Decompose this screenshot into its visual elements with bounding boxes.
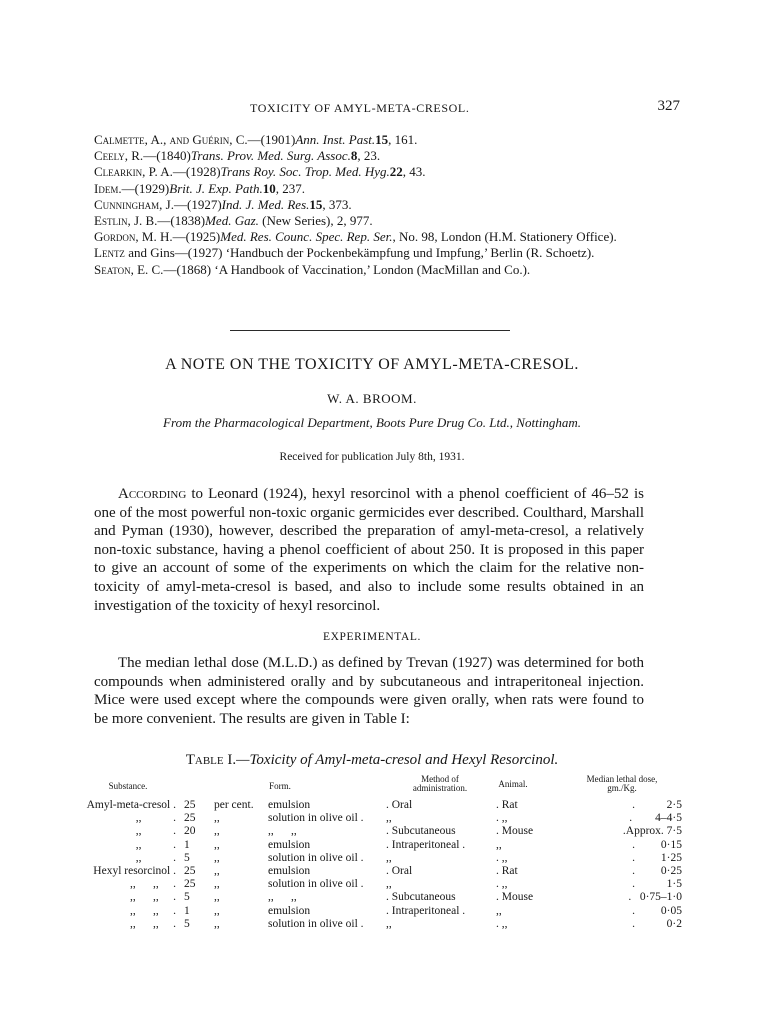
reference-volume: 15 <box>309 196 323 212</box>
author-affiliation: From the Pharmacological Department, Boots Pure Drug Co. Ltd., Nottingham. <box>163 415 581 430</box>
reference-entry <box>94 262 654 278</box>
cell-method: . Oral <box>386 799 413 811</box>
reference-list <box>94 132 654 278</box>
cell-dose: . 0·05 <box>632 904 682 917</box>
cell-dose: . 1·5 <box>632 878 682 891</box>
cell-animal: ,, <box>496 838 502 851</box>
table-row <box>80 825 690 838</box>
cell-unit: ,, <box>214 891 220 904</box>
reference-pages: , 161. <box>388 132 418 147</box>
header-dose-line1: Median lethal dose, <box>586 774 658 784</box>
reference-author: Ceely, R. <box>94 148 144 164</box>
table-row <box>80 865 690 878</box>
table-row <box>80 891 690 904</box>
reference-entry <box>94 164 654 180</box>
header-dose-line2: gm./Kg. <box>607 783 637 793</box>
cell-dose: . 0·2 <box>632 917 682 930</box>
cell-method: . Oral <box>386 865 413 877</box>
table-row <box>80 918 690 931</box>
cell-substance: Hexyl resorcinol . <box>93 865 176 877</box>
cell-unit: ,, <box>214 917 220 930</box>
reference-entry <box>94 197 654 213</box>
cell-form: ,, ,, <box>268 891 297 904</box>
reference-volume: 22 <box>389 164 403 180</box>
header-form: Form. <box>269 781 291 791</box>
cell-form: solution in olive oil . <box>268 878 364 891</box>
reference-entry <box>94 245 654 261</box>
header-animal: Animal. <box>498 779 528 789</box>
reference-volume: 15 <box>375 132 389 147</box>
reference-pages: , 237. <box>275 180 306 196</box>
intro-text: to Leonard (1924), hexyl resorcinol with a phenol coefficient of 46–52 is one of the most powerful non-toxic organic germicides ever described. Coulthard, Marshall and Pyman (1930), however, described the preparation of amyl-meta-cresol, a relatively non-toxic substance, having a phenol coefficient of about 250. It is proposed in this paper to give an account of some of the experiments on which the claim for the relative non-toxicity of amyl-meta-cresol is based, and also to include some results obtained in an investigation of the toxicity of hexyl resorcinol. <box>94 486 644 614</box>
reference-volume: 10 <box>262 180 276 196</box>
cell-method: . Subcutaneous <box>386 891 456 904</box>
cell-substance: ,, ,, . <box>130 904 176 917</box>
reference-journal: Med. Gaz. <box>205 213 259 229</box>
cell-form: emulsion <box>268 799 311 811</box>
reference-year: —(1929) <box>121 180 170 196</box>
reference-journal: Trans. Prov. Med. Surg. Assoc. <box>190 148 351 164</box>
running-head <box>80 98 680 121</box>
reference-author: Idem. <box>94 180 122 196</box>
cell-animal: . ,, <box>496 812 508 825</box>
cell-animal: . ,, <box>496 851 508 864</box>
reference-year: —(1838) <box>157 213 206 229</box>
table-row <box>80 878 690 891</box>
cell-unit: ,, <box>214 825 220 838</box>
table-row <box>80 852 690 865</box>
received-date: Received for publication July 8th, 1931. <box>279 451 465 463</box>
cell-method: ,, <box>386 878 392 891</box>
reference-author: Clearkin, P. A. <box>94 164 173 180</box>
reference-year: and Gins—(1927) <box>124 245 223 261</box>
cell-substance: ,, ,, . <box>130 878 176 891</box>
reference-year: —(1928) <box>172 164 221 180</box>
cell-method: ,, <box>386 851 392 864</box>
reference-year: —(1901) <box>247 132 296 147</box>
reference-journal: Ind. J. Med. Res. <box>221 196 310 212</box>
cell-animal: . Mouse <box>496 891 534 904</box>
article-author: W. A. BROOM. <box>327 391 417 406</box>
header-method-line1: Method of <box>421 774 459 784</box>
table-row <box>80 799 690 812</box>
reference-author: Gordon, M. H. <box>94 229 173 245</box>
reference-entry <box>94 229 654 245</box>
cell-method: ,, <box>386 812 392 825</box>
reference-journal: Trans Roy. Soc. Trop. Med. Hyg. <box>220 164 390 180</box>
section-heading: EXPERIMENTAL. <box>323 631 421 643</box>
cell-dose: . 2·5 <box>632 799 682 811</box>
cell-unit: ,, <box>214 812 220 825</box>
cell-method: . Intraperitoneal . <box>386 904 466 917</box>
cell-unit: ,, <box>214 878 220 891</box>
cell-unit: ,, <box>214 851 220 864</box>
cell-animal: . Rat <box>496 865 518 877</box>
cell-form: ,, ,, <box>268 825 297 838</box>
table-caption <box>0 752 744 769</box>
cell-pct: 5 <box>184 851 190 864</box>
cell-animal: . ,, <box>496 878 508 891</box>
reference-author: Lentz <box>94 245 125 261</box>
cell-animal: . ,, <box>496 917 508 930</box>
cell-pct: 20 <box>184 825 196 838</box>
cell-method: ,, <box>386 917 392 930</box>
cell-pct: 1 <box>184 904 190 917</box>
cell-dose: . 0·15 <box>632 838 682 851</box>
reference-year: —(1925) <box>172 229 221 245</box>
cell-unit: ,, <box>214 865 220 877</box>
cell-form: solution in olive oil . <box>268 812 364 825</box>
reference-journal: Brit. J. Exp. Path. <box>169 180 263 196</box>
header-method-line2: administration. <box>412 783 468 793</box>
intro-lead-word: According <box>118 486 187 502</box>
cell-method: . Subcutaneous <box>386 825 456 838</box>
cell-form: solution in olive oil . <box>268 917 364 930</box>
cell-unit: per cent. <box>214 799 254 811</box>
cell-substance: ,, . <box>135 825 176 838</box>
cell-pct: 25 <box>184 878 196 891</box>
reference-entry <box>94 132 654 148</box>
cell-substance: ,, . <box>135 812 176 825</box>
cell-animal: . Rat <box>496 799 518 811</box>
reference-journal: Ann. Inst. Past. <box>295 132 376 147</box>
cell-dose: . 0·25 <box>632 865 682 877</box>
cell-pct: 5 <box>184 917 190 930</box>
article-title: A NOTE ON THE TOXICITY OF AMYL-META-CRESOL. <box>165 356 579 373</box>
table-row <box>80 812 690 825</box>
reference-pages: (New Series), 2, 977. <box>258 213 373 229</box>
table-row <box>80 905 690 918</box>
cell-pct: 5 <box>184 891 190 904</box>
reference-year: —(1868) <box>163 261 212 277</box>
intro-paragraph <box>94 485 644 615</box>
experimental-paragraph: The median lethal dose (M.L.D.) as defined by Trevan (1927) was determined for both compounds when administered orally and by subcutaneous and intraperitoneal injection. Mice were used except where the compounds were given orally, when rats were found to be more convenient. The results are given in Table I: <box>94 655 644 727</box>
table-caption-text: —Toxicity of Amyl-meta-cresol and Hexyl Resorcinol. <box>236 752 559 768</box>
cell-dose: . 4–4·5 <box>629 812 682 825</box>
cell-substance: ,, ,, . <box>130 917 176 930</box>
cell-pct: 25 <box>184 799 196 811</box>
cell-form: emulsion <box>268 865 311 877</box>
reference-pages: ‘Handbuch der Pockenbekämpfung und Impfung,’ Berlin (R. Schoetz). <box>222 245 595 261</box>
table-row <box>80 839 690 852</box>
reference-author: Cunningham, J. <box>94 196 174 212</box>
header-substance: Substance. <box>108 781 148 791</box>
table-label: Table I. <box>185 752 237 768</box>
reference-year: —(1927) <box>173 196 222 212</box>
cell-animal: . Mouse <box>496 825 534 838</box>
reference-pages: , 43. <box>402 164 426 180</box>
cell-form: solution in olive oil . <box>268 851 364 864</box>
cell-dose: . 0·75–1·0 <box>628 891 682 904</box>
cell-pct: 1 <box>184 838 190 851</box>
cell-substance: ,, . <box>135 851 176 864</box>
reference-entry <box>94 181 654 197</box>
reference-author: Seaton, E. C. <box>94 261 164 277</box>
running-title: TOXICITY OF AMYL-META-CRESOL. <box>250 101 470 115</box>
cell-method: . Intraperitoneal . <box>386 838 466 851</box>
cell-pct: 25 <box>184 812 196 825</box>
reference-pages: ‘A Handbook of Vaccination,’ London (MacMillan and Co.). <box>211 261 531 277</box>
reference-pages: , No. 98, London (H.M. Stationery Office). <box>392 229 617 245</box>
cell-unit: ,, <box>214 838 220 851</box>
reference-pages: , 23. <box>357 148 381 164</box>
page-number: 327 <box>657 98 680 114</box>
reference-author: Calmette, A., and Guérin, C. <box>94 132 248 147</box>
reference-journal: Med. Res. Counc. Spec. Rep. Ser. <box>220 229 393 245</box>
cell-substance: ,, . <box>135 838 176 851</box>
cell-dose: . 1·25 <box>632 851 682 864</box>
section-divider <box>230 330 510 331</box>
reference-volume: 8 <box>350 148 358 164</box>
reference-entry <box>94 148 654 164</box>
cell-substance: Amyl-meta-cresol . <box>86 799 176 811</box>
cell-substance: ,, ,, . <box>130 891 176 904</box>
cell-form: emulsion <box>268 838 311 851</box>
reference-entry <box>94 213 654 229</box>
cell-animal: ,, <box>496 904 502 917</box>
toxicity-table <box>80 772 690 932</box>
cell-pct: 25 <box>184 865 196 877</box>
cell-unit: ,, <box>214 904 220 917</box>
reference-author: Estlin, J. B. <box>94 213 158 229</box>
cell-form: emulsion <box>268 904 311 917</box>
reference-pages: , 373. <box>322 196 352 212</box>
cell-dose: .Approx. 7·5 <box>622 825 682 838</box>
reference-year: —(1840) <box>143 148 191 164</box>
